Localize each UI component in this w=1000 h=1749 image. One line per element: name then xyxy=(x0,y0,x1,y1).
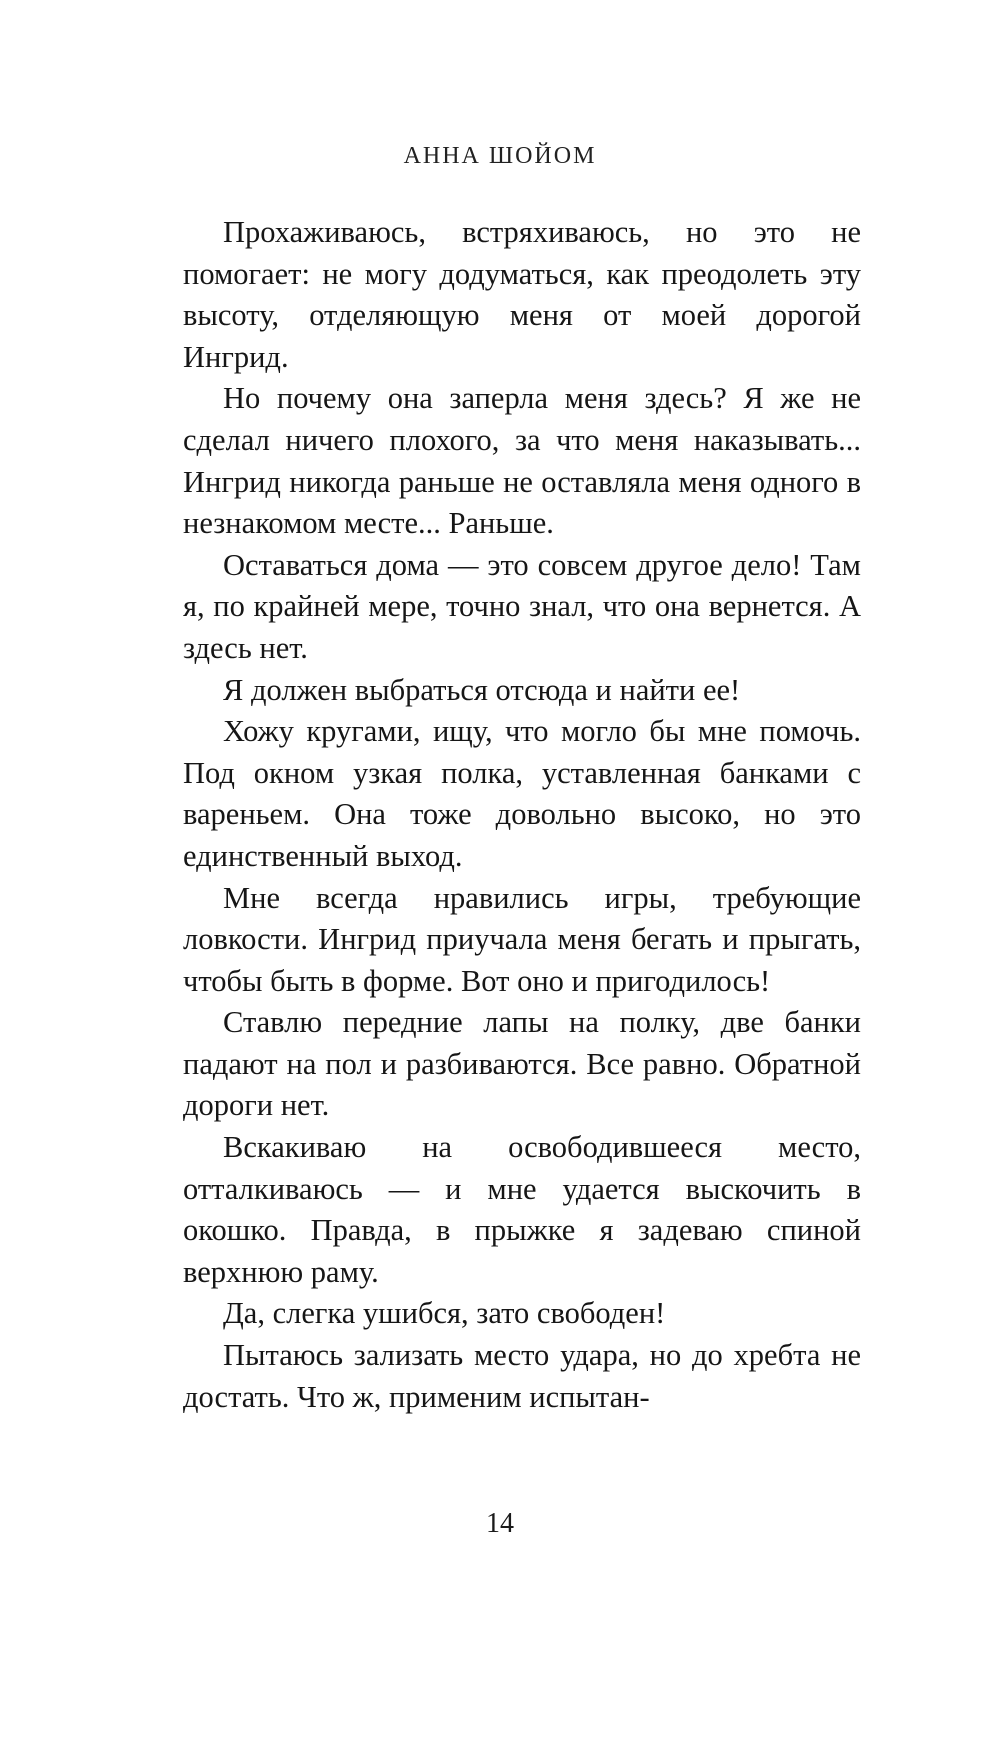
paragraph: Да, слегка ушибся, зато свободен! xyxy=(223,1296,666,1331)
paragraph: Мне всегда нравились игры, требующие ловкости. Ингрид приучала меня бегать и прыгать, чтобы быть в форме. Вот оно и пригодилось! xyxy=(183,880,861,998)
paragraph: Но почему она заперла меня здесь? Я же не сделал ничего плохого, за что меня наказывать... Ингрид никогда раньше не оставляла меня одного в незнакомом месте... Раньше. xyxy=(183,381,861,541)
paragraph: Пытаюсь зализать место удара, но до хребта не достать. Что ж, применим испытан- xyxy=(183,1338,861,1414)
running-head-author: АННА ШОЙОМ xyxy=(403,143,597,169)
paragraph: Ставлю передние лапы на полку, две банки падают на пол и разбиваются. Все равно. Обратной дороги нет. xyxy=(183,1005,861,1123)
page-number: 14 xyxy=(486,1508,514,1539)
paragraph: Оставаться дома — это совсем другое дело! Там я, по крайней мере, точно знал, что она вернется. А здесь нет. xyxy=(183,547,861,665)
paragraph: Вскакиваю на освободившееся место, отталкиваюсь — и мне удается выскочить в окошко. Правда, в прыжке я задеваю спиной верхнюю раму. xyxy=(183,1130,861,1289)
paragraph: Прохаживаюсь, встряхиваюсь, но это не помогает: не могу додуматься, как преодолеть эту высоту, отделяющую меня от моей дорогой Ингрид. xyxy=(183,215,861,374)
paragraph: Хожу кругами, ищу, что могло бы мне помочь. Под окном узкая полка, уставленная банками с вареньем. Она тоже довольно высоко, но это единственный выход. xyxy=(183,714,861,873)
main-text-block xyxy=(183,212,861,1418)
paragraph: Я должен выбраться отсюда и найти ее! xyxy=(223,672,741,707)
